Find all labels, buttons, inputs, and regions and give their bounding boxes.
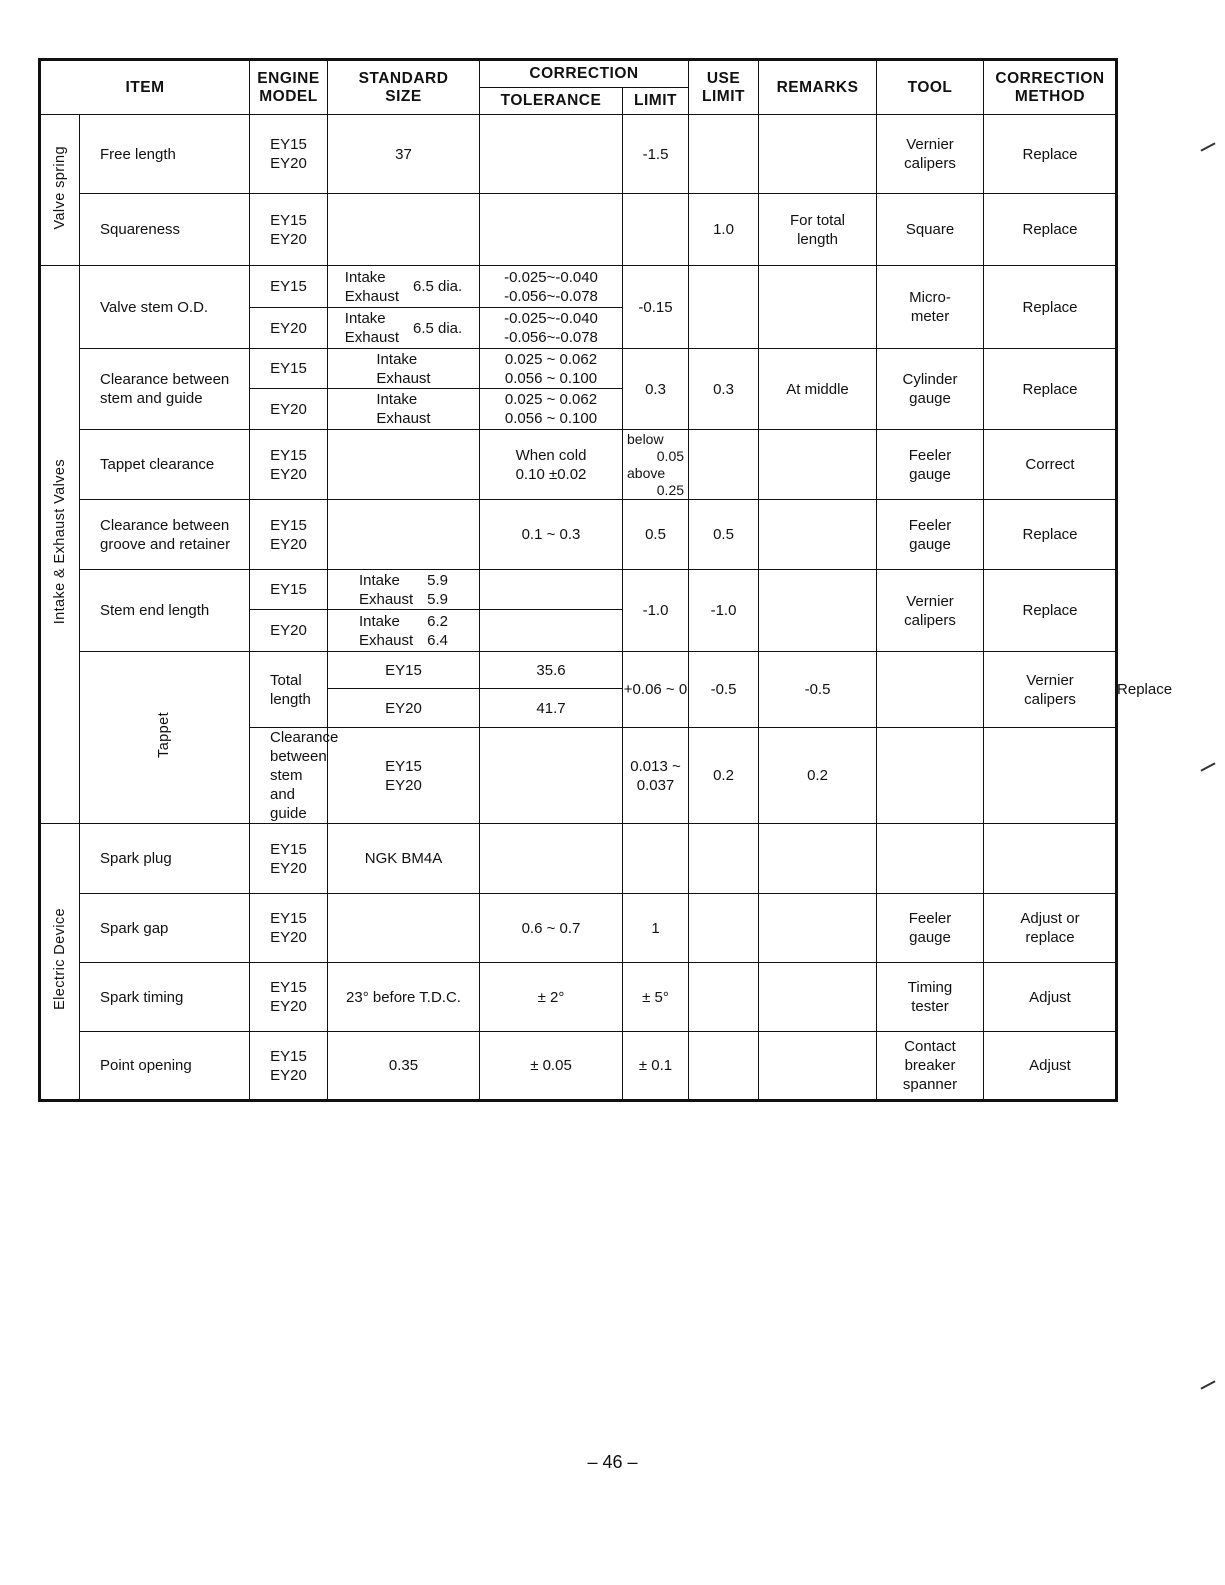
table-row [40,963,1117,1032]
limit-cell [623,194,689,266]
table-row [40,430,1117,500]
table-row [40,570,1117,610]
table-row [40,1032,1117,1101]
group-label-electric-device: Electric Device [40,824,80,1101]
limit-cell: ± 5° [623,963,689,1032]
model-cell: EY20 [250,610,328,652]
item-cell: Stem end length [80,570,250,652]
tolerance-cell [480,194,623,266]
standard-size-cell: Intake Exhaust 6.5 dia. [328,266,480,308]
item-cell: Valve stem O.D. [80,266,250,349]
tolerance-cell: When cold 0.10 ±0.02 [480,430,623,500]
limit-cell [623,824,689,894]
standard-size-cell: NGK BM4A [328,824,480,894]
use-limit-cell [689,963,759,1032]
standard-size-cell: Intake Exhaust [328,349,480,389]
remarks-cell [759,430,877,500]
tolerance-cell: 0.013 ~ 0.037 [623,728,689,824]
limit-cell: -1.0 [623,570,689,652]
margin-mark [1200,142,1215,151]
limit-cell: ± 0.1 [623,1032,689,1101]
page-number: – 46 – [587,1452,638,1472]
tool-cell: Micro- meter [877,266,984,349]
method-cell: Correct [984,430,1117,500]
use-limit-cell: 0.5 [689,500,759,570]
group-label-intake-exhaust-valves: Intake & Exhaust Valves [40,266,80,824]
use-limit-cell: 1.0 [689,194,759,266]
tolerance-cell: 0.025 ~ 0.062 0.056 ~ 0.100 [480,349,623,389]
model-cell: EY15 [250,349,328,389]
tool-cell: Feeler gauge [877,430,984,500]
tool-cell [877,824,984,894]
standard-size-cell: Intake 5.9 Exhaust 5.9 [328,570,480,610]
method-cell [984,824,1117,894]
limit-cell: 1 [623,894,689,963]
tool-cell [984,728,1117,824]
table-row [40,194,1117,266]
model-cell: EY15 EY20 [250,824,328,894]
table-row: Tappet Total length EY15 35.6 +0.06 ~ 0 -0.5 -0.5 Vernier calipers Replace [40,652,1117,689]
tolerance-cell [480,115,623,194]
remarks-cell [877,652,984,728]
tolerance-cell: 0.1 ~ 0.3 [480,500,623,570]
table-row [40,824,1117,894]
method-cell: Replace [984,266,1117,349]
tolerance-cell: +0.06 ~ 0 [623,652,689,728]
item-cell: Squareness [80,194,250,266]
method-cell: Replace [984,570,1117,652]
remarks-cell [759,963,877,1032]
model-cell: EY15 EY20 [250,115,328,194]
tolerance-cell: -0.025~-0.040 -0.056~-0.078 [480,266,623,308]
model-cell: EY15 [250,570,328,610]
tolerance-cell: ± 0.05 [480,1032,623,1101]
method-cell: Adjust or replace [984,894,1117,963]
header-engine-model: ENGINE MODEL [250,60,328,115]
standard-size-cell: Intake 6.2 Exhaust 6.4 [328,610,480,652]
use-limit-cell: 0.3 [689,349,759,430]
remarks-cell [759,570,877,652]
header-item: ITEM [40,60,250,115]
margin-mark [1200,1380,1215,1389]
use-limit-cell [689,430,759,500]
standard-size-cell: Intake Exhaust 6.5 dia. [328,308,480,349]
standard-size-cell [328,500,480,570]
item-cell: Clearance between stem and guide [80,349,250,430]
item-cell: Spark gap [80,894,250,963]
method-cell: Replace [984,194,1117,266]
table-row [40,266,1117,308]
tolerance-cell: -0.025~-0.040 -0.056~-0.078 [480,308,623,349]
use-limit-cell [689,824,759,894]
method-cell: Replace [984,115,1117,194]
standard-size-cell: 37 [328,115,480,194]
item-cell: Spark timing [80,963,250,1032]
item-cell: Clearance between stem and guide [250,728,328,824]
tolerance-cell: 0.6 ~ 0.7 [480,894,623,963]
model-cell: EY15 EY20 [250,500,328,570]
tool-cell: Vernier calipers [877,115,984,194]
limit-cell: 0.3 [623,349,689,430]
method-cell: Replace [984,349,1117,430]
remarks-cell [759,500,877,570]
tolerance-cell [480,570,623,610]
tool-cell: Vernier calipers [984,652,1117,728]
use-limit-cell [689,266,759,349]
item-cell: Point opening [80,1032,250,1101]
table-row [40,115,1117,194]
remarks-cell: For total length [759,194,877,266]
remarks-cell [759,266,877,349]
use-limit-cell: -1.0 [689,570,759,652]
limit-cell: 0.2 [689,728,759,824]
specifications-table [38,58,1173,1102]
remarks-cell [759,824,877,894]
header-correction: CORRECTION [480,60,689,88]
tolerance-cell [480,824,623,894]
tolerance-cell: ± 2° [480,963,623,1032]
item-cell: Tappet clearance [80,430,250,500]
tool-cell: Vernier calipers [877,570,984,652]
tolerance-cell: 0.025 ~ 0.062 0.056 ~ 0.100 [480,389,623,430]
table-row [40,349,1117,389]
model-cell: EY15 EY20 [328,728,480,824]
tool-cell: Feeler gauge [877,500,984,570]
model-cell: EY20 [250,308,328,349]
limit-cell: below 0.05 above 0.25 [623,430,689,500]
use-limit-cell [689,1032,759,1101]
header-remarks: REMARKS [759,60,877,115]
header-correction-method: CORRECTION METHOD [984,60,1117,115]
standard-size-cell [328,430,480,500]
remarks-cell: At middle [759,349,877,430]
standard-size-cell: 35.6 [480,652,623,689]
tool-cell: Feeler gauge [877,894,984,963]
use-limit-cell [689,115,759,194]
standard-size-cell [480,728,623,824]
tool-cell: Contact breaker spanner [877,1032,984,1101]
header-standard-size: STANDARD SIZE [328,60,480,115]
limit-cell: -0.15 [623,266,689,349]
model-cell: EY20 [328,689,480,728]
item-cell: Free length [80,115,250,194]
standard-size-cell: 0.35 [328,1032,480,1101]
margin-mark [1200,762,1215,771]
header-use-limit: USE LIMIT [689,60,759,115]
method-cell: Adjust [984,1032,1117,1101]
standard-size-cell: 23° before T.D.C. [328,963,480,1032]
tolerance-cell [480,610,623,652]
method-cell: Adjust [984,963,1117,1032]
tool-cell: Square [877,194,984,266]
standard-size-cell: 41.7 [480,689,623,728]
limit-cell: -1.5 [623,115,689,194]
standard-size-cell [328,894,480,963]
header-tolerance: TOLERANCE [480,88,623,115]
remarks-cell [759,1032,877,1101]
use-limit-cell: 0.2 [759,728,877,824]
table-row [40,894,1117,963]
model-cell: EY20 [250,389,328,430]
item-cell: Clearance between groove and retainer [80,500,250,570]
model-cell: EY15 [250,266,328,308]
standard-size-cell [328,194,480,266]
model-cell: EY15 [328,652,480,689]
model-cell: EY15 EY20 [250,1032,328,1101]
model-cell: EY15 EY20 [250,894,328,963]
tool-cell: Timing tester [877,963,984,1032]
model-cell: EY15 EY20 [250,963,328,1032]
remarks-cell [759,115,877,194]
group-label-tappet: Tappet [80,652,250,824]
limit-cell: 0.5 [623,500,689,570]
header-limit: LIMIT [623,88,689,115]
limit-cell: -0.5 [689,652,759,728]
model-cell: EY15 EY20 [250,194,328,266]
group-label-valve-spring: Valve spring [40,115,80,266]
remarks-cell [877,728,984,824]
remarks-cell [759,894,877,963]
standard-size-cell: Intake Exhaust [328,389,480,430]
item-cell: Total length [250,652,328,728]
use-limit-cell: -0.5 [759,652,877,728]
method-cell: Replace [984,500,1117,570]
use-limit-cell [689,894,759,963]
item-cell: Spark plug [80,824,250,894]
table-row [40,500,1117,570]
tool-cell: Cylinder gauge [877,349,984,430]
header-tool: TOOL [877,60,984,115]
model-cell: EY15 EY20 [250,430,328,500]
